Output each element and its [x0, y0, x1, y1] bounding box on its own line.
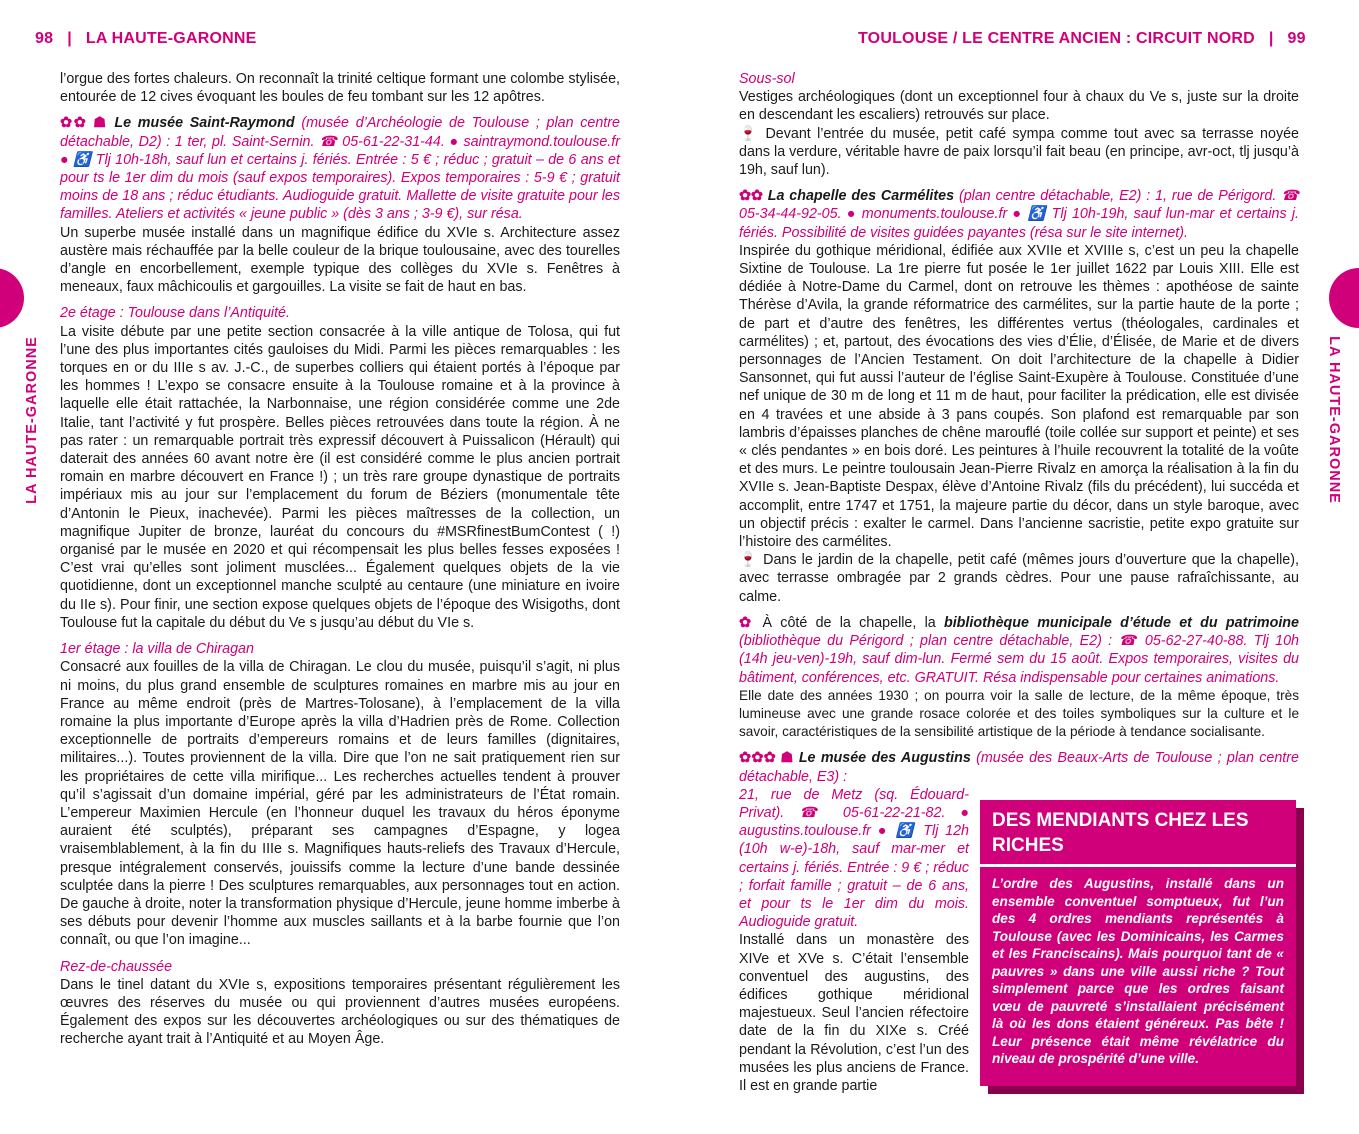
augustins-name: Le musée des Augustins — [798, 750, 971, 767]
saint-raymond-listing — [60, 114, 620, 223]
vestiges-paragraph: Vestiges archéologiques (dont un exceptionnel four à chaux du Ve s, juste sur la droite en descendant les escaliers) retrouvés sur place. — [739, 89, 1299, 124]
rating-icon: ✿✿✿ ☗ — [739, 750, 794, 767]
augustins-description: Installé dans un monastère des XIVe et XVe s. C’était l’ensemble conventuel des augustins, des édifices gothique méridional majestueux. Seul l’ancien réfectoire date de la fin du XIXe s. Créé pendant la Révolution, c’est l’un des musées les plus anciens de France. Il est en grande partie — [739, 932, 969, 1094]
rating-icon: ✿✿ ☗ — [60, 115, 108, 132]
carmelites-info: (plan centre détachable, E2) : — [954, 188, 1156, 205]
left-side-label: LA HAUTE-GARONNE — [23, 336, 40, 504]
sidebar-box — [980, 800, 1296, 1086]
saint-raymond-practical: 1 ter, pl. Saint-Sernin. ☎ 05-61-22-31-44. ● saintraymond.toulouse.fr ● ♿ Tlj 10h-18h, sauf lun et certains j. fériés. Entrée : 5 € ; réduc ; gratuit – de 6 ans et pour ts le 1er dim du mois (sauf expos temporaires). Expos temporaires : 5-9 € ; gratuit moins de 18 ans ; réduc étudiants. Audioguide gratuit. Mallette de visite gratuite pour les familles. Ateliers et activités « jeune public » (dès 3 ans ; 3-9 €), sur résa. — [60, 133, 620, 223]
left-page-number: 98 — [35, 30, 54, 47]
saint-raymond-name: Le musée Saint-Raymond — [114, 115, 295, 132]
augustins-info: (musée des Beaux-Arts de Toulouse ; plan centre détachable, E3) : — [739, 750, 1299, 785]
right-page-number: 99 — [1287, 30, 1306, 47]
library-name: bibliothèque municipale d’étude et du patrimoine — [943, 614, 1299, 631]
right-side-label: LA HAUTE-GARONNE — [1325, 336, 1342, 504]
saint-raymond-info: (musée d’Archéologie de Toulouse ; plan centre détachable, D2) : — [60, 115, 620, 150]
carmelites-name: La chapelle des Carmélites — [767, 188, 955, 205]
library-listing — [739, 614, 1299, 687]
rez-de-chaussee-paragraph: Dans le tinel datant du XVIe s, expositions temporaires présentant régulièrement les œuvres des réserves du musée ou qui proviennent d’autres musées européens. Également des expos sur les découvertes archéologiques ou sur des thématiques de recherche ayant trait à l’Antiquité et au Moyen Âge. — [60, 976, 620, 1048]
carmelites-listing — [739, 187, 1299, 242]
carmelites-practical: 1, rue de Périgord. ☎ 05-34-44-92-05. ● monuments.toulouse.fr ● ♿ Tlj 10h-19h, sauf lun-mar et certains j. fériés. Possibilité de visites guidées payantes (résa sur le site internet). — [739, 188, 1299, 241]
right-page-header — [858, 30, 1306, 48]
museum-cafe-paragraph: 🍷 Devant l’entrée du musée, petit café sympa comme tout avec sa terrasse noyée dans la verdure, véritable havre de paix lorsqu’il fait beau (en principe, avr-oct, tlj jusqu’à 19h, sauf lun). — [739, 125, 1299, 179]
subheading-2e-etage: 2e étage : Toulouse dans l’Antiquité. — [60, 305, 290, 322]
right-page-title: TOULOUSE / LE CENTRE ANCIEN : CIRCUIT NORD — [858, 30, 1255, 47]
library-description: Elle date des années 1930 ; on pourra voir la salle de lecture, de la même époque, très lumineuse avec une grande rosace colorée et des toiles symboliques sur la culture et le savoir, caractéristiques de la sensibilité artistique de la période à tendance socialisante. — [739, 687, 1299, 740]
header-separator: | — [1268, 30, 1274, 47]
subheading-1er-etage: 1er étage : la villa de Chiragan — [60, 641, 254, 658]
garden-cafe-paragraph: 🍷 Dans le jardin de la chapelle, petit café (mêmes jours d’ouverture que la chapelle), avec terrasse ombragée par 2 grands cèdres. Pour une pause rafraîchissante, au calme. — [739, 552, 1299, 605]
left-page-title: LA HAUTE-GARONNE — [85, 30, 257, 47]
rating-icon: ✿✿ — [739, 188, 763, 205]
chiragan-paragraph: Consacré aux fouilles de la villa de Chiragan. Le clou du musée, puisqu’il s’agit, ni plus ni moins, du plus grand ensemble de sculptures romaines en marbre mis au jour en France au même endroit (près de Martres-Tolosane), à l’emplacement de la villa romaine la plus importante d’Europe après la villa d’Hadrien près de Rome. Collection exceptionnelle de portraits d’empereurs romains et de leurs familles (dignitaires, militaires...). Toutes proviennent de la villa. Dire que l’on ne sait pratiquement rien sur les propriétaires de cette villa mirifique... Les recherches actuelles tendent à prouver qu’il s’agissait d’un domaine impérial, géré par les administrateurs de l’État romain. L’empereur Maximien Hercule (en l’honneur duquel les travaux du héros éponyme auraient été sculptés), préparant ses campagnes d’Espagne, y logea vraisemblablement, à la fin du IIIe s. Magnifiques hauts-reliefs des Travaux d’Hercule, presque intégralement conservés, jouissifs comme la lecture d’une bande dessinée sculptée dans la pierre ! Des sculptures remarquables, aux personnages tout en action. De gauche à droite, noter la transformation physique d’Hercule, jeune homme imberbe à ses débuts pour devenir l’homme aux muscles saillants et à la barbe fournie que l’on connaît, ou que l’on imagine... — [60, 659, 620, 949]
intro-paragraph: l’orgue des fortes chaleurs. On reconnaît la trinité celtique formant une colombe stylisée, entourée de 12 cives évoquant les boules de feu tombant sur les 12 apôtres. — [60, 71, 620, 106]
saint-raymond-description: Un superbe musée installé dans un magnifique édifice du XVIe s. Architecture assez austère mais réchauffée par la belle couleur de la brique toulousaine, avec des tourelles d’angle en encorbellement, exemple typique des collèges du XVIe s. Fenêtres à meneaux, faux mâchicoulis et gargouilles. La visite se fait de haut en bas. — [60, 224, 620, 296]
right-thumb-tab — [1329, 268, 1359, 328]
sidebar-box-rule — [980, 864, 1296, 867]
augustins-listing-head — [739, 749, 1299, 785]
left-thumb-tab — [0, 268, 24, 328]
subheading-rez-de-chaussee: Rez-de-chaussée — [60, 958, 173, 975]
left-page-header — [35, 30, 257, 48]
subheading-sous-sol: Sous-sol — [739, 71, 795, 87]
carmelites-description: Inspirée du gothique méridional, édifiée aux XVIIe et XVIIIe s, c’est un peu la chapelle Sixtine de Toulouse. La 1re pierre fut posée le 1er juillet 1622 par Louis XIII. Elle est dédiée à Notre-Dame du Carmel, dont on retrouve les thèmes : apothéose de sainte Thérèse d’Avila, la grande réformatrice des carmélites, sur la partie haute de la porte ; de part et d’autre des fenêtres, les différentes vertus (théologales, cardinales et carmélites) ; et, partout, des évocations des vies d’Élie, d’Élisée, de Marie et de divers personnages de l’Ancien Testament. On doit l’architecture de la chapelle à Didier Sansonnet, qui fut aussi l’auteur de l’église Saint-Exupère à Toulouse. Constituée d’une nef unique de 30 m de long et 11 m de haut, pour faciliter la prédication, elle est divisée en 4 travées et une abside à 3 pans coupés. Son plafond est remarquable par son lambris d’épaisses planches de chêne marouflé (toile collée sur support et peinte) et ses « clés pendantes » en bois doré. Les peintures à l’huile recouvrent la totalité de la voûte et des murs. Le peintre toulousain Jean-Pierre Rivalz en amorça la réalisation à la fin du XVIIe s. Jean-Baptiste Despax, élève d’Antoine Rivalz (fils du précédent), lui succéda et accomplit, entre 1747 et 1751, la majeure partie du décor, dans un style baroque, avec un objectif précis : exalter le carmel. Dans l’ancienne sacristie, petite expo gratuite sur l’histoire des carmélites. — [739, 242, 1299, 551]
library-practical: (bibliothèque du Périgord ; plan centre détachable, E2) : ☎ 05-62-27-40-88. Tlj 10h (14h jeu-ven)-19h, sauf dim-lun. Fermé sem du 15 août. Expos temporaires, visites du bâtiment, conférences, etc. GRATUIT. Résa indispensable pour certaines animations. — [739, 633, 1299, 686]
library-intro: À côté de la chapelle, la — [754, 614, 944, 631]
antiquite-paragraph: La visite débute par une petite section consacrée à la ville antique de Tolosa, qui fut l’une des plus importantes cités gauloises du Midi. Parmi les pièces remarquables : les torques en or du IIIe s av. J.-C., de superbes colliers qui étaient portés à l’époque par les hommes ! L’expo se consacre ensuite à la Toulouse romaine et à la province à laquelle elle était rattachée, la Narbonnaise, une région considérée comme une 2de Italie, tant l’activité y fut prospère. Belles pièces retrouvées dans toute la région. À ne pas rater : un remarquable portrait très expressif découvert à Puissalicon (Hérault) qui daterait des années 60 avant notre ère (il est considéré comme le plus ancien portrait romain en marbre découvert en France !) ; un très rare groupe dynastique de portraits impériaux mis au jour sur l’emplacement du forum de Béziers (monumentale tête d’Antonin le Pieux, inachevée). Parmi les pièces maîtresses de la collection, un magnifique Jupiter de bronze, lauréat du concours du #MSRfinestBumContest ( !) organisé par le musée en 2020 et qui récompensait les plus belles fesses exposées ! C’est vrai qu’elles sont joliment musclées... Également quelques objets de la vie quotidienne, dont un exceptionnel manche sculpté au centaure (une miniature en ivoire du IIe s). Pour finir, une section expose quelques objets de l’époque des Wisigoths, dont Toulouse fut la capitale du début du Ve s jusqu’au début du VIe s. — [60, 323, 620, 631]
augustins-practical: 21, rue de Metz (sq. Édouard-Privat). ☎ 05-61-22-21-82. ● augustins.toulouse.fr ● ♿ Tlj 12h (10h w-e)-18h, sauf mar-mer et certains j. fériés. Entrée : 9 € ; réduc ; forfait famille ; gratuit – de 6 ans, et pour ts le 1er dim du mois. Audioguide gratuit. — [739, 786, 969, 931]
sidebar-box-title: DES MENDIANTS CHEZ LES RICHES — [992, 810, 1249, 856]
sidebar-box-body: L’ordre des Augustins, installé dans un ensemble conventuel somptueux, fut l’un des 4 ordres mendiants représentés à Toulouse (avec les Dominicains, les Carmes et les Franciscains). Mais pourquoi tant de « pauvres » dans une ville aussi riche ? Tout simplement parce que les ordres faisant vœu de pauvreté s’installaient précisément là où les dons étaient généreux. Pas bête ! Leur présence était même révélatrice du niveau de prospérité d’une ville. — [992, 876, 1284, 1066]
header-separator: | — [67, 30, 72, 47]
left-column — [60, 70, 620, 1049]
rating-icon: ✿ — [739, 614, 755, 631]
